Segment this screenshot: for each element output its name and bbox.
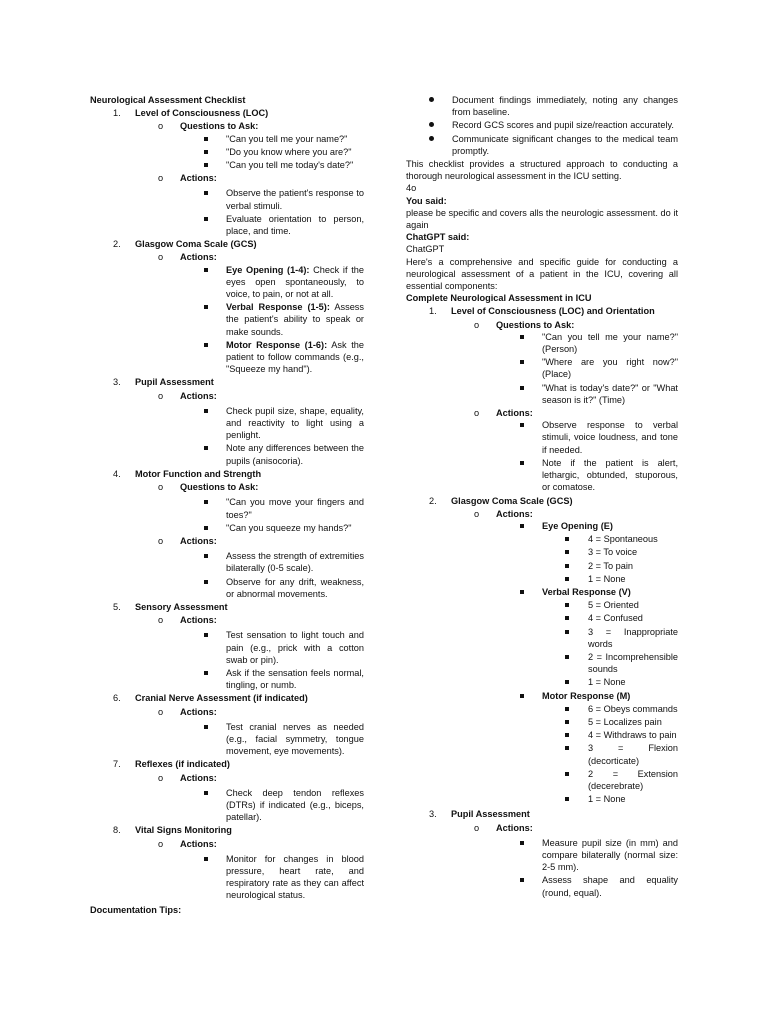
sub-heading: o Actions: (158, 706, 217, 717)
user-message: please be specific and covers alls the neurologic assessment. do it again (406, 207, 678, 231)
intro-paragraph: Here's a comprehensive and specific guide for conducting a neurological assessment of a patient in the ICU, covering all essential components: (406, 256, 678, 292)
section-heading: 1. Level of Consciousness (LOC) and Orientation (429, 306, 655, 317)
square-bullet-icon (565, 733, 569, 737)
square-bullet-icon (520, 524, 524, 528)
round-bullet-icon (429, 97, 434, 102)
square-bullet-icon (565, 746, 569, 750)
square-bullet-icon (565, 680, 569, 684)
list-item: 2 = Extension (decerebrate) (406, 768, 678, 792)
list-item: Verbal Response (1-5): Assess the patient's ability to speak or make sounds. (90, 301, 364, 338)
sub-heading: o Actions: (158, 252, 217, 263)
sub-heading: o Questions to Ask: (474, 319, 575, 330)
square-bullet-icon (204, 554, 208, 558)
square-bullet-icon (565, 616, 569, 620)
sub-heading: o Actions: (158, 838, 217, 849)
list-item: Observe the patient's response to verbal stimuli. (90, 187, 364, 211)
square-bullet-icon (204, 633, 208, 637)
sub-heading: o Actions: (158, 615, 217, 626)
list-item: 3 = Flexion (decorticate) (406, 742, 678, 766)
list-item: 2 = Incomprehensible sounds (406, 651, 678, 675)
list-item: "Can you squeeze my hands?" (90, 522, 364, 534)
square-bullet-icon (520, 386, 524, 390)
list-item: Check pupil size, shape, equality, and reactivity to light using a penlight. (90, 405, 364, 442)
square-bullet-icon (204, 526, 208, 530)
list-item: Ask if the sensation feels normal, tingling, or numb. (90, 667, 364, 691)
chatgpt-label: ChatGPT (406, 244, 445, 255)
tip-item: Record GCS scores and pupil size/reaction accurately. (406, 119, 678, 131)
section-heading: 1. Level of Consciousness (LOC) (113, 108, 269, 119)
sub-heading: o Actions: (158, 535, 217, 546)
square-bullet-icon (204, 857, 208, 861)
section-heading: 4. Motor Function and Strength (113, 468, 262, 479)
list-item: 6 = Obeys commands (406, 703, 678, 715)
sub-heading: o Actions: (158, 173, 217, 184)
sub-heading: o Actions: (158, 772, 217, 783)
documentation-tips-heading: Documentation Tips: (90, 904, 182, 915)
left-column (90, 94, 364, 916)
square-bullet-icon (520, 461, 524, 465)
square-bullet-icon (204, 268, 208, 272)
list-item: 1 = None (406, 573, 678, 585)
list-item: Check deep tendon reflexes (DTRs) if indicated (e.g., biceps, patellar). (90, 787, 364, 824)
square-bullet-icon (204, 217, 208, 221)
square-bullet-icon (520, 841, 524, 845)
square-bullet-icon (565, 772, 569, 776)
square-bullet-icon (565, 655, 569, 659)
gcs-group-heading: Motor Response (M) (406, 690, 678, 702)
list-item: "Do you know where you are?" (90, 146, 364, 158)
list-item: "Can you move your fingers and toes?" (90, 496, 364, 520)
chatgpt-said-label: ChatGPT said: (406, 232, 470, 243)
list-item: Measure pupil size (in mm) and compare bilaterally (normal size: 2-5 mm). (406, 837, 678, 874)
list-item: Observe for any drift, weakness, or abnormal movements. (90, 576, 364, 600)
list-item: "Where are you right now?" (Place) (406, 356, 678, 380)
section-heading: 3. Pupil Assessment (429, 809, 530, 820)
list-item: Assess the strength of extremities bilaterally (0-5 scale). (90, 550, 364, 574)
square-bullet-icon (204, 580, 208, 584)
closing-paragraph: This checklist provides a structured approach to conducting a thorough neurological assessment in the ICU setting. (406, 159, 678, 182)
square-bullet-icon (520, 423, 524, 427)
assessment-heading: Complete Neurological Assessment in ICU (406, 293, 592, 304)
square-bullet-icon (565, 707, 569, 711)
sub-heading: o Actions: (474, 822, 533, 833)
square-bullet-icon (565, 603, 569, 607)
square-bullet-icon (204, 671, 208, 675)
section-heading: 2. Glasgow Coma Scale (GCS) (429, 495, 573, 506)
list-item: Monitor for changes in blood pressure, heart rate, and respiratory rate as they can affect neurological status. (90, 853, 364, 902)
list-item: "Can you tell me your name?" (90, 133, 364, 145)
sub-heading: o Questions to Ask: (158, 121, 259, 132)
list-item: 4 = Spontaneous (406, 533, 678, 545)
gcs-group-heading: Verbal Response (V) (406, 586, 678, 598)
square-bullet-icon (565, 550, 569, 554)
square-bullet-icon (204, 446, 208, 450)
square-bullet-icon (520, 335, 524, 339)
list-item: 1 = None (406, 676, 678, 688)
square-bullet-icon (204, 725, 208, 729)
section-heading: 8. Vital Signs Monitoring (113, 825, 232, 836)
section-heading: 7. Reflexes (if indicated) (113, 759, 230, 770)
square-bullet-icon (565, 537, 569, 541)
square-bullet-icon (204, 409, 208, 413)
gcs-group-heading: Eye Opening (E) (406, 520, 678, 532)
square-bullet-icon (204, 305, 208, 309)
list-item: 3 = Inappropriate words (406, 626, 678, 650)
square-bullet-icon (204, 343, 208, 347)
list-item: Test sensation to light touch and pain (e.g., prick with a cotton swab or pin). (90, 629, 364, 666)
section-heading: 6. Cranial Nerve Assessment (if indicated) (113, 693, 308, 704)
square-bullet-icon (565, 797, 569, 801)
square-bullet-icon (565, 577, 569, 581)
list-item: 4 = Withdraws to pain (406, 729, 678, 741)
list-item: Test cranial nerves as needed (e.g., facial symmetry, tongue movement, eye movements). (90, 721, 364, 758)
you-said-label: You said: (406, 195, 447, 206)
list-item: 2 = To pain (406, 560, 678, 572)
square-bullet-icon (204, 163, 208, 167)
sub-heading: o Actions: (474, 508, 533, 519)
list-item: Note any differences between the pupils (anisocoria). (90, 442, 364, 466)
list-item: "Can you tell me your name?" (Person) (406, 331, 678, 355)
square-bullet-icon (520, 878, 524, 882)
sub-heading: o Actions: (474, 408, 533, 419)
list-item: Assess shape and equality (round, equal). (406, 874, 678, 898)
square-bullet-icon (565, 720, 569, 724)
tip-item: Communicate significant changes to the medical team promptly. (406, 133, 678, 157)
list-item: Evaluate orientation to person, place, and time. (90, 213, 364, 237)
section-heading: 3. Pupil Assessment (113, 377, 214, 388)
square-bullet-icon (204, 137, 208, 141)
list-item: "Can you tell me today's date?" (90, 159, 364, 171)
right-column (406, 94, 678, 900)
list-item: Note if the patient is alert, lethargic, obtunded, stuporous, or comatose. (406, 457, 678, 494)
list-item: 1 = None (406, 793, 678, 805)
list-item: 4 = Confused (406, 612, 678, 624)
section-heading: 5. Sensory Assessment (113, 601, 228, 612)
square-bullet-icon (565, 564, 569, 568)
square-bullet-icon (204, 191, 208, 195)
square-bullet-icon (520, 360, 524, 364)
model-label: 4o (406, 183, 417, 194)
list-item: Eye Opening (1-4): Check if the eyes open spontaneously, to voice, to pain, or not at all. (90, 264, 364, 301)
square-bullet-icon (204, 150, 208, 154)
sub-heading: o Questions to Ask: (158, 482, 259, 493)
square-bullet-icon (204, 500, 208, 504)
list-item: "What is today's date?" or "What season is it?" (Time) (406, 382, 678, 406)
round-bullet-icon (429, 122, 434, 127)
square-bullet-icon (204, 791, 208, 795)
square-bullet-icon (520, 694, 524, 698)
square-bullet-icon (565, 630, 569, 634)
list-item: 5 = Localizes pain (406, 716, 678, 728)
list-item: Observe response to verbal stimuli, voice loudness, and tone if needed. (406, 419, 678, 456)
list-item: 3 = To voice (406, 546, 678, 558)
square-bullet-icon (520, 590, 524, 594)
checklist-title: Neurological Assessment Checklist (90, 95, 246, 105)
tip-item: Document findings immediately, noting any changes from baseline. (406, 94, 678, 118)
list-item: Motor Response (1-6): Ask the patient to follow commands (e.g., "Squeeze my hand"). (90, 339, 364, 376)
round-bullet-icon (429, 136, 434, 141)
sub-heading: o Actions: (158, 390, 217, 401)
list-item: 5 = Oriented (406, 599, 678, 611)
section-heading: 2. Glasgow Coma Scale (GCS) (113, 239, 257, 250)
